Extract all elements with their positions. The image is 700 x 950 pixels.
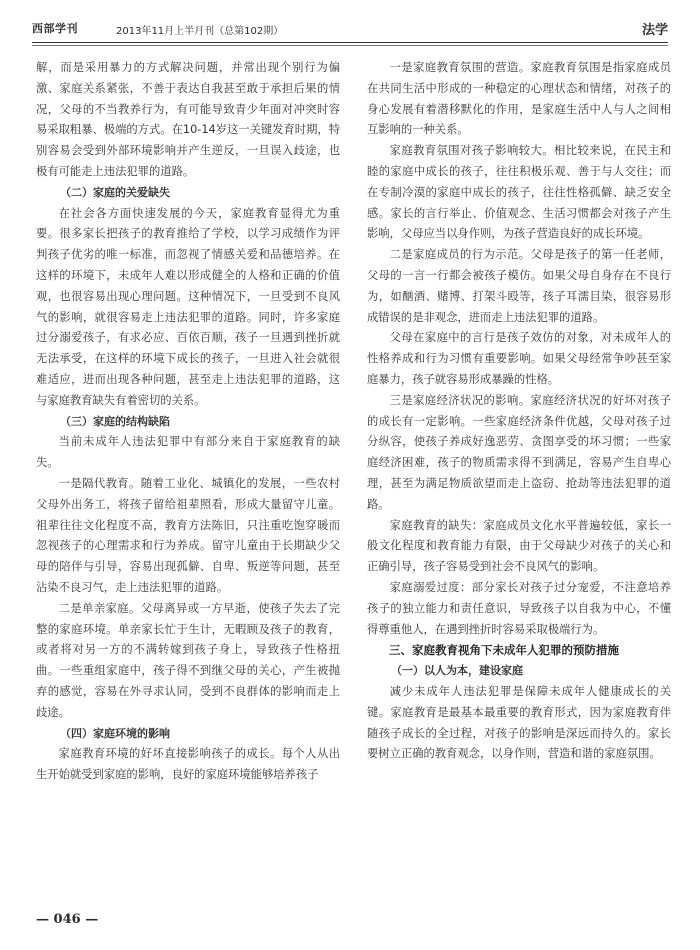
paragraph: 家庭教育氛围对孩子影响较大。相比较来说，在民主和睦的家庭中成长的孩子，往往积极乐观、善于与人交往；而在专制冷漠的家庭中成长的孩子，往往性格孤僻、缺乏安全感。家长的言行举止、价值观念、生活习惯都会对孩子产生影响，父母应当以身作则，为孩子营造良好的成长环境。 bbox=[367, 144, 671, 241]
header-rule bbox=[32, 42, 668, 43]
paragraph: 三是家庭经济状况的影响。家庭经济状况的好坏对孩子的成长有一定影响。一些家庭经济条件优越，父母对孩子过分纵容，使孩子养成好逸恶劳、贪图享受的坏习惯；一些家庭经济困难，孩子的物质需求得不到满足，容易产生自卑心理，甚至为满足物质欲望而走上盗窃、抢劫等违法犯罪的道路。 bbox=[367, 393, 671, 511]
paragraph: 解，而是采用暴力的方式解决问题，并常出现个别行为偏激、家庭关系紧张，不善于表达自我甚至敢于承担后果的情况，父母的不当教养行为，有可能导致青少年面对冲突时容易采取粗暴、极端的方式。在10-14岁这一关键发育时期，特别容易会受到外部环境影响并产生逆反，一旦误入歧途，也极有可能走上违法犯罪的道路。 bbox=[36, 61, 340, 178]
paragraph: 家庭溺爱过度：部分家长对孩子过分宠爱，不注意培养孩子的独立能力和责任意识，导致孩子以自我为中心，不懂得尊重他人，在遇到挫折时容易采取极端行为。 bbox=[367, 580, 671, 636]
subheading: （二）家庭的关爱缺失 bbox=[60, 185, 170, 199]
paragraph: 二是单亲家庭。父母离异或一方早逝，使孩子失去了完整的家庭环境。单亲家长忙于生计，无暇顾及孩子的教育，或者将对另一方的不满转嫁到孩子身上，导致孩子性格扭曲。一些重组家庭中，孩子得不到继父母的关心，产生被抛弃的感觉，容易在外寻求认同，受到不良群体的影响而走上歧途。 bbox=[36, 601, 340, 719]
paragraph: 在社会各方面快速发展的今天，家庭教育显得尤为重要。很多家长把孩子的教育推给了学校，以学习成绩作为评判孩子优劣的唯一标准，而忽视了情感关爱和品德培养。在这样的环境下，未成年人难以形成健全的人格和正确的价值观，也很容易出现心理问题。这种情况下，一旦受到不良风气的影响，就很容易走上违法犯罪的道路。同时，许多家庭过分溺爱孩子，有求必应、百依百顺，孩子一旦遇到挫折就无法承受，在这样的环境下成长的孩子，一旦进入社会就很难适应，进而出现各种问题，甚至走上违法犯罪的道路，这与家庭教育缺失有着密切的关系。 bbox=[36, 206, 340, 407]
journal-name: 西部学刊 bbox=[32, 22, 78, 35]
subheading: （一）以人为本，建设家庭 bbox=[391, 664, 523, 678]
paragraph: 家庭教育的缺失：家庭成员文化水平普遍较低，家长一般文化程度和教育能力有限，由于父母缺少对孩子的关心和正确引导，孩子容易受到社会不良风气的影响。 bbox=[367, 518, 671, 574]
page-number: — 046 — bbox=[36, 912, 99, 927]
paragraph: 二是家庭成员的行为示范。父母是孩子的第一任老师，父母的一言一行都会被孩子模仿。如果父母自身存在不良行为，如酗酒、赌博、打架斗殴等，孩子耳濡目染，很容易形成错误的是非观念，进而走上违法犯罪的道路。 bbox=[367, 248, 671, 324]
paragraph: 家庭教育环境的好坏直接影响孩子的成长。每个人从出生开始就受到家庭的影响，良好的家庭环境能够培养孩子 bbox=[36, 747, 340, 782]
header-rule-thin bbox=[32, 45, 668, 46]
section-title: 法学 bbox=[641, 23, 668, 38]
left-column bbox=[36, 58, 340, 786]
paragraph: 当前未成年人违法犯罪中有部分来自于家庭教育的缺失。 bbox=[36, 435, 340, 470]
right-column bbox=[367, 58, 671, 765]
section-heading: 三、家庭教育视角下未成年人犯罪的预防措施 bbox=[389, 643, 619, 658]
paragraph: 一是家庭教育氛围的营造。家庭教育氛围是指家庭成员在共同生活中形成的一种稳定的心理状态和情绪，对孩子的身心发展有着潜移默化的作用，是家庭生活中人与人之间相互影响的一种关系。 bbox=[367, 61, 671, 137]
paragraph: 一是隔代教育。随着工业化、城镇化的发展，一些农村父母外出务工，将孩子留给祖辈照看，形成大量留守儿童。祖辈往往文化程度不高，教育方法陈旧，只注重吃饱穿暖而忽视孩子的心理需求和行为养成。留守儿童由于长期缺少父母的陪伴与引导，容易出现孤僻、自卑、叛逆等问题，甚至沾染不良习气，走上违法犯罪的道路。 bbox=[36, 476, 340, 594]
subheading: （四）家庭环境的影响 bbox=[60, 726, 170, 740]
paragraph: 减少未成年人违法犯罪是保障未成年人健康成长的关键。家庭教育是最基本最重要的教育形式，因为家庭教育伴随孩子成长的全过程，对孩子的影响是深远而持久的。家长要树立正确的教育观念，以身作则，营造和谐的家庭氛围。 bbox=[367, 684, 671, 761]
paragraph: 父母在家庭中的言行是孩子效仿的对象，对未成年人的性格养成和行为习惯有重要影响。如果父母经常争吵甚至家庭暴力，孩子就容易形成暴躁的性格。 bbox=[367, 331, 671, 386]
subheading: （三）家庭的结构缺陷 bbox=[60, 414, 170, 428]
issue-info: 2013年11月上半月刊（总第102期） bbox=[116, 26, 284, 37]
page-header bbox=[32, 18, 668, 40]
